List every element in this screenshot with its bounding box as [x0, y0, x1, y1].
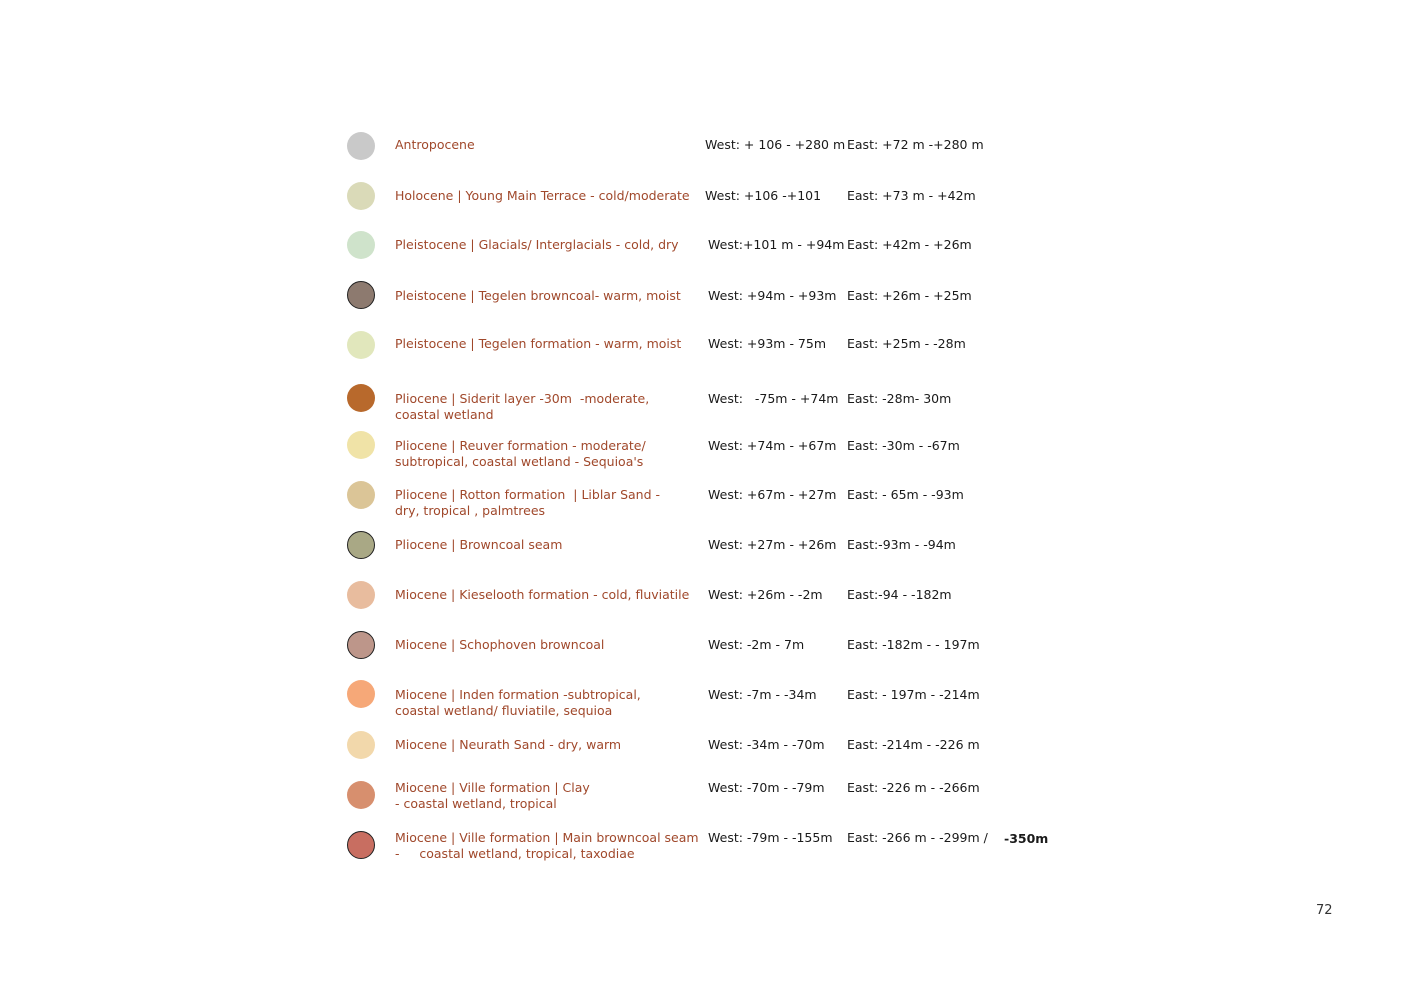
west-depth: West: +27m - +26m	[708, 537, 837, 552]
east-depth: East: +42m - +26m	[847, 237, 972, 252]
layer-label: Miocene | Kieselooth formation - cold, fluviatile	[395, 587, 690, 602]
west-depth: West: +74m - +67m	[708, 438, 837, 453]
layer-label: Pleistocene | Glacials/ Interglacials - cold, dry	[395, 237, 679, 252]
extra-depth: -350m	[1004, 831, 1049, 846]
east-depth: East: -28m- 30m	[847, 391, 952, 406]
layer-label: Pliocene | Reuver formation - moderate/ subtropical, coastal wetland - Sequioa's	[395, 438, 646, 469]
east-depth: East: -182m - - 197m	[847, 637, 980, 652]
east-depth: East: -266 m - -299m /	[847, 830, 988, 845]
color-swatch	[347, 182, 375, 210]
layer-label: Holocene | Young Main Terrace - cold/moderate	[395, 188, 690, 203]
color-swatch	[347, 132, 375, 160]
east-depth: East: +73 m - +42m	[847, 188, 976, 203]
layer-label: Miocene | Neurath Sand - dry, warm	[395, 737, 622, 752]
color-swatch	[347, 731, 375, 759]
layer-label: Pliocene | Rotton formation | Liblar Sand - dry, tropical , palmtrees	[395, 487, 661, 518]
west-depth: West: -34m - -70m	[708, 737, 825, 752]
west-depth: West: -79m - -155m	[708, 830, 833, 845]
color-swatch	[347, 331, 375, 359]
color-swatch	[347, 231, 375, 259]
west-depth: West: -70m - -79m	[708, 780, 825, 795]
layer-label: Miocene | Inden formation -subtropical, coastal wetland/ fluviatile, sequioa	[395, 687, 641, 718]
east-depth: East:-93m - -94m	[847, 537, 956, 552]
west-depth: West: +26m - -2m	[708, 587, 823, 602]
west-depth: West: -2m - 7m	[708, 637, 805, 652]
layer-label: Pleistocene | Tegelen browncoal- warm, moist	[395, 288, 681, 303]
layer-label: Miocene | Schophoven browncoal	[395, 637, 605, 652]
layer-label: Pliocene | Siderit layer -30m -moderate, coastal wetland	[395, 391, 650, 422]
color-swatch	[347, 680, 375, 708]
color-swatch	[347, 531, 375, 559]
west-depth: West: +94m - +93m	[708, 288, 837, 303]
east-depth: East: - 65m - -93m	[847, 487, 964, 502]
west-depth: West: + 106 - +280 m	[705, 137, 846, 152]
east-depth: East: -30m - -67m	[847, 438, 960, 453]
east-depth: East: +26m - +25m	[847, 288, 972, 303]
east-depth: East: -226 m - -266m	[847, 780, 980, 795]
east-depth: East: +72 m -+280 m	[847, 137, 984, 152]
color-swatch	[347, 384, 375, 412]
east-depth: East: - 197m - -214m	[847, 687, 980, 702]
west-depth: West: -7m - -34m	[708, 687, 817, 702]
west-depth: West: +106 -+101	[705, 188, 822, 203]
layer-label: Miocene | Ville formation | Main browncoal seam - coastal wetland, tropical, taxodiae	[395, 830, 699, 861]
east-depth: East: -214m - -226 m	[847, 737, 980, 752]
west-depth: West: +67m - +27m	[708, 487, 837, 502]
west-depth: West: -75m - +74m	[708, 391, 839, 406]
layer-label: Antropocene	[395, 137, 475, 152]
color-swatch	[347, 481, 375, 509]
east-depth: East: +25m - -28m	[847, 336, 966, 351]
layer-label: Pleistocene | Tegelen formation - warm, moist	[395, 336, 682, 351]
color-swatch	[347, 581, 375, 609]
east-depth: East:-94 - -182m	[847, 587, 952, 602]
page-number: 72	[1316, 903, 1333, 918]
layer-label: Miocene | Ville formation | Clay - coastal wetland, tropical	[395, 780, 590, 811]
color-swatch	[347, 431, 375, 459]
color-swatch	[347, 781, 375, 809]
west-depth: West:+101 m - +94m	[708, 237, 845, 252]
color-swatch	[347, 831, 375, 859]
layer-label: Pliocene | Browncoal seam	[395, 537, 563, 552]
color-swatch	[347, 631, 375, 659]
west-depth: West: +93m - 75m	[708, 336, 827, 351]
color-swatch	[347, 281, 375, 309]
